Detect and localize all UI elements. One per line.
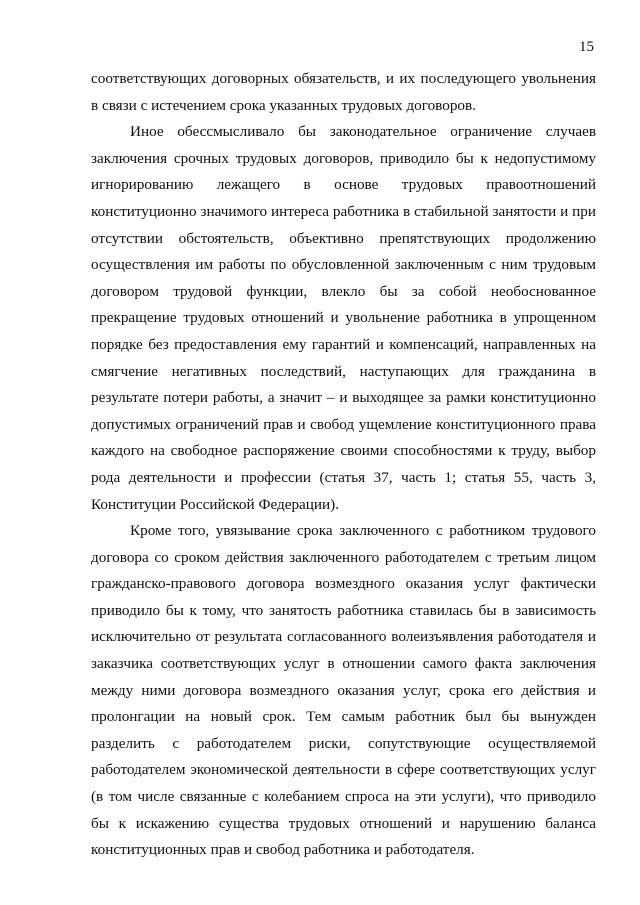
paragraph-2-line: рода деятельности и профессии (статья 37, часть 1; статья 55, часть 3,	[91, 468, 596, 486]
paragraph-2-line: смягчение негативных последствий, наступающих для гражданина в	[91, 362, 596, 380]
paragraph-2-line: допустимых ограничений прав и свобод ущемление конституционного права	[91, 415, 596, 433]
paragraph-1-line: в связи с истечением срока указанных трудовых договоров.	[91, 96, 476, 114]
paragraph-3-line: конституционных прав и свобод работника и работодателя.	[91, 841, 475, 859]
paragraph-2-line: прекращение трудовых отношений и увольнение работника в упрощенном	[91, 309, 596, 327]
paragraph-3-line: договора со сроком действия заключенного работодателем с третьим лицом	[91, 548, 596, 566]
paragraph-3-line: (в том числе связанные с колебанием спроса на эти услуги), что приводило	[91, 788, 596, 806]
paragraph-3-line: гражданско-правового договора возмездного оказания услуг фактически	[91, 575, 596, 593]
paragraph-2-line: осуществления им работы по обусловленной заключенным с ним трудовым	[91, 256, 596, 274]
paragraph-2-line: отсутствии обстоятельств, объективно препятствующих продолжению	[91, 229, 596, 247]
paragraph-1-line: соответствующих договорных обязательств, и их последующего увольнения	[91, 70, 596, 87]
paragraph-3-line: Кроме того, увязывание срока заключенного с работником трудового	[130, 522, 596, 540]
paragraph-2-line: Иное обессмысливало бы законодательное ограничение случаев	[130, 123, 596, 141]
paragraph-3-line: разделить с работодателем риски, сопутствующие осуществляемой	[91, 734, 596, 752]
paragraph-2-line: заключения срочных трудовых договоров, приводило бы к недопустимому	[91, 149, 596, 167]
paragraph-2-line: конституционно значимого интереса работника в стабильной занятости и при	[91, 202, 596, 220]
paragraph-2-line: порядке без предоставления ему гарантий и компенсаций, направленных на	[91, 335, 596, 353]
paragraph-2-line: игнорированию лежащего в основе трудовых правоотношений	[91, 176, 596, 194]
paragraph-2-line: результате потери работы, а значит – и выходящее за рамки конституционно	[91, 389, 596, 407]
page-number: 15	[579, 39, 594, 55]
paragraph-3-line: исключительно от результата согласованного волеизъявления работодателя и	[91, 628, 596, 646]
paragraph-2-line: Конституции Российской Федерации).	[91, 495, 340, 513]
paragraph-3-line: работодателем экономической деятельности в сфере соответствующих услуг	[91, 761, 596, 779]
paragraph-3-line: приводило бы к тому, что занятость работника ставилась бы в зависимость	[91, 601, 596, 619]
paragraph-2-line: каждого на свободное распоряжение своими способностями к труду, выбор	[91, 442, 596, 460]
paragraph-3-line: заказчика соответствующих услуг в отношении самого факта заключения	[91, 655, 596, 673]
paragraph-3-line: между ними договора возмездного оказания услуг, срока его действия и	[91, 681, 596, 699]
paragraph-3-line: бы к искажению существа трудовых отношений и нарушению баланса	[91, 814, 596, 832]
document-body	[91, 66, 596, 864]
paragraph-3-line: пролонгации на новый срок. Тем самым работник был бы вынужден	[91, 708, 596, 726]
paragraph-2-line: договором трудовой функции, влекло бы за собой необоснованное	[91, 282, 596, 300]
